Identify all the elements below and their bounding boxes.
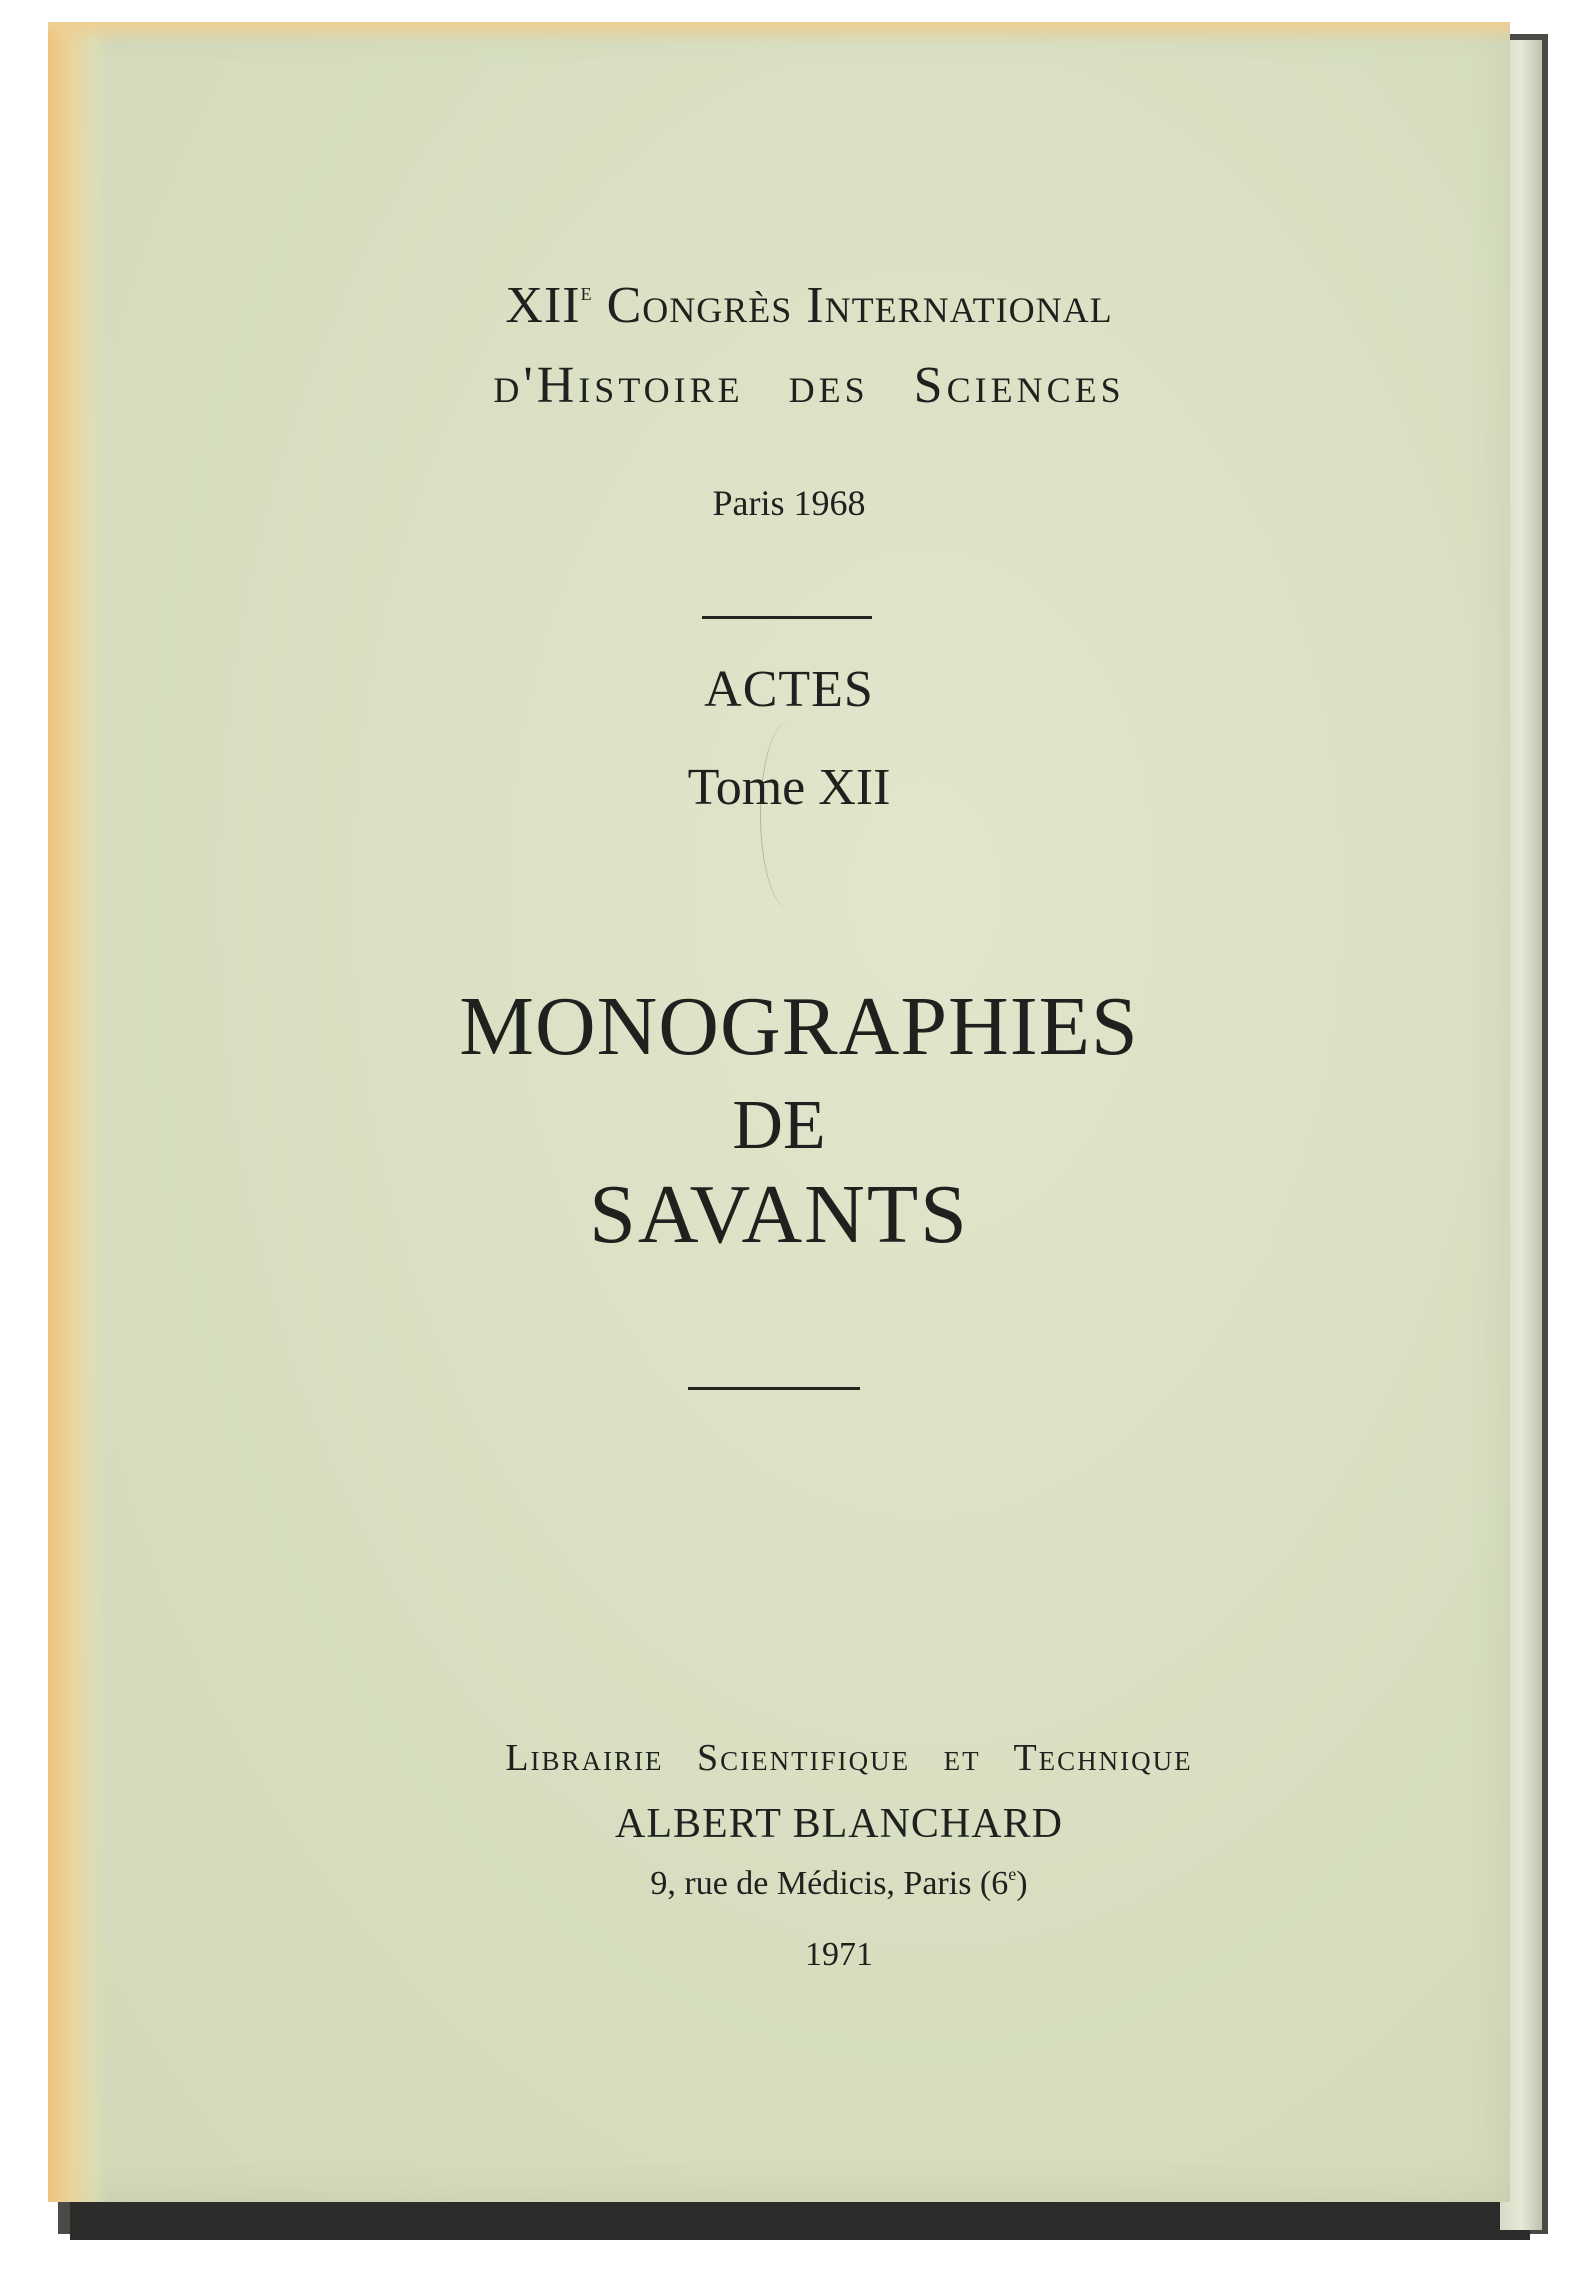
main-title-line-1: MONOGRAPHIES <box>459 980 1139 1073</box>
congress-title-line-1: XIIe Congrès International <box>505 277 1113 334</box>
cover-sunfaded-top-edge <box>48 22 1510 44</box>
main-title-line-2: DE <box>732 1087 826 1164</box>
book-bottom-edge <box>70 2200 1530 2240</box>
tome-label: Tome XII <box>687 759 891 816</box>
publication-year: 1971 <box>805 1936 873 1973</box>
publisher-address: 9, rue de Médicis, Paris (6e) <box>650 1864 1028 1902</box>
publisher-name: ALBERT BLANCHARD <box>615 1801 1063 1847</box>
publisher-line-1: Librairie Scientifique et Technique <box>505 1737 1193 1779</box>
congress-title-line-2: d'Histoire des Sciences <box>493 357 1125 414</box>
actes-label: ACTES <box>704 661 874 718</box>
divider-rule-top <box>702 616 872 619</box>
main-title-line-3: SAVANTS <box>589 1168 969 1261</box>
congress-place-year: Paris 1968 <box>712 483 866 523</box>
divider-rule-bottom <box>688 1387 860 1390</box>
